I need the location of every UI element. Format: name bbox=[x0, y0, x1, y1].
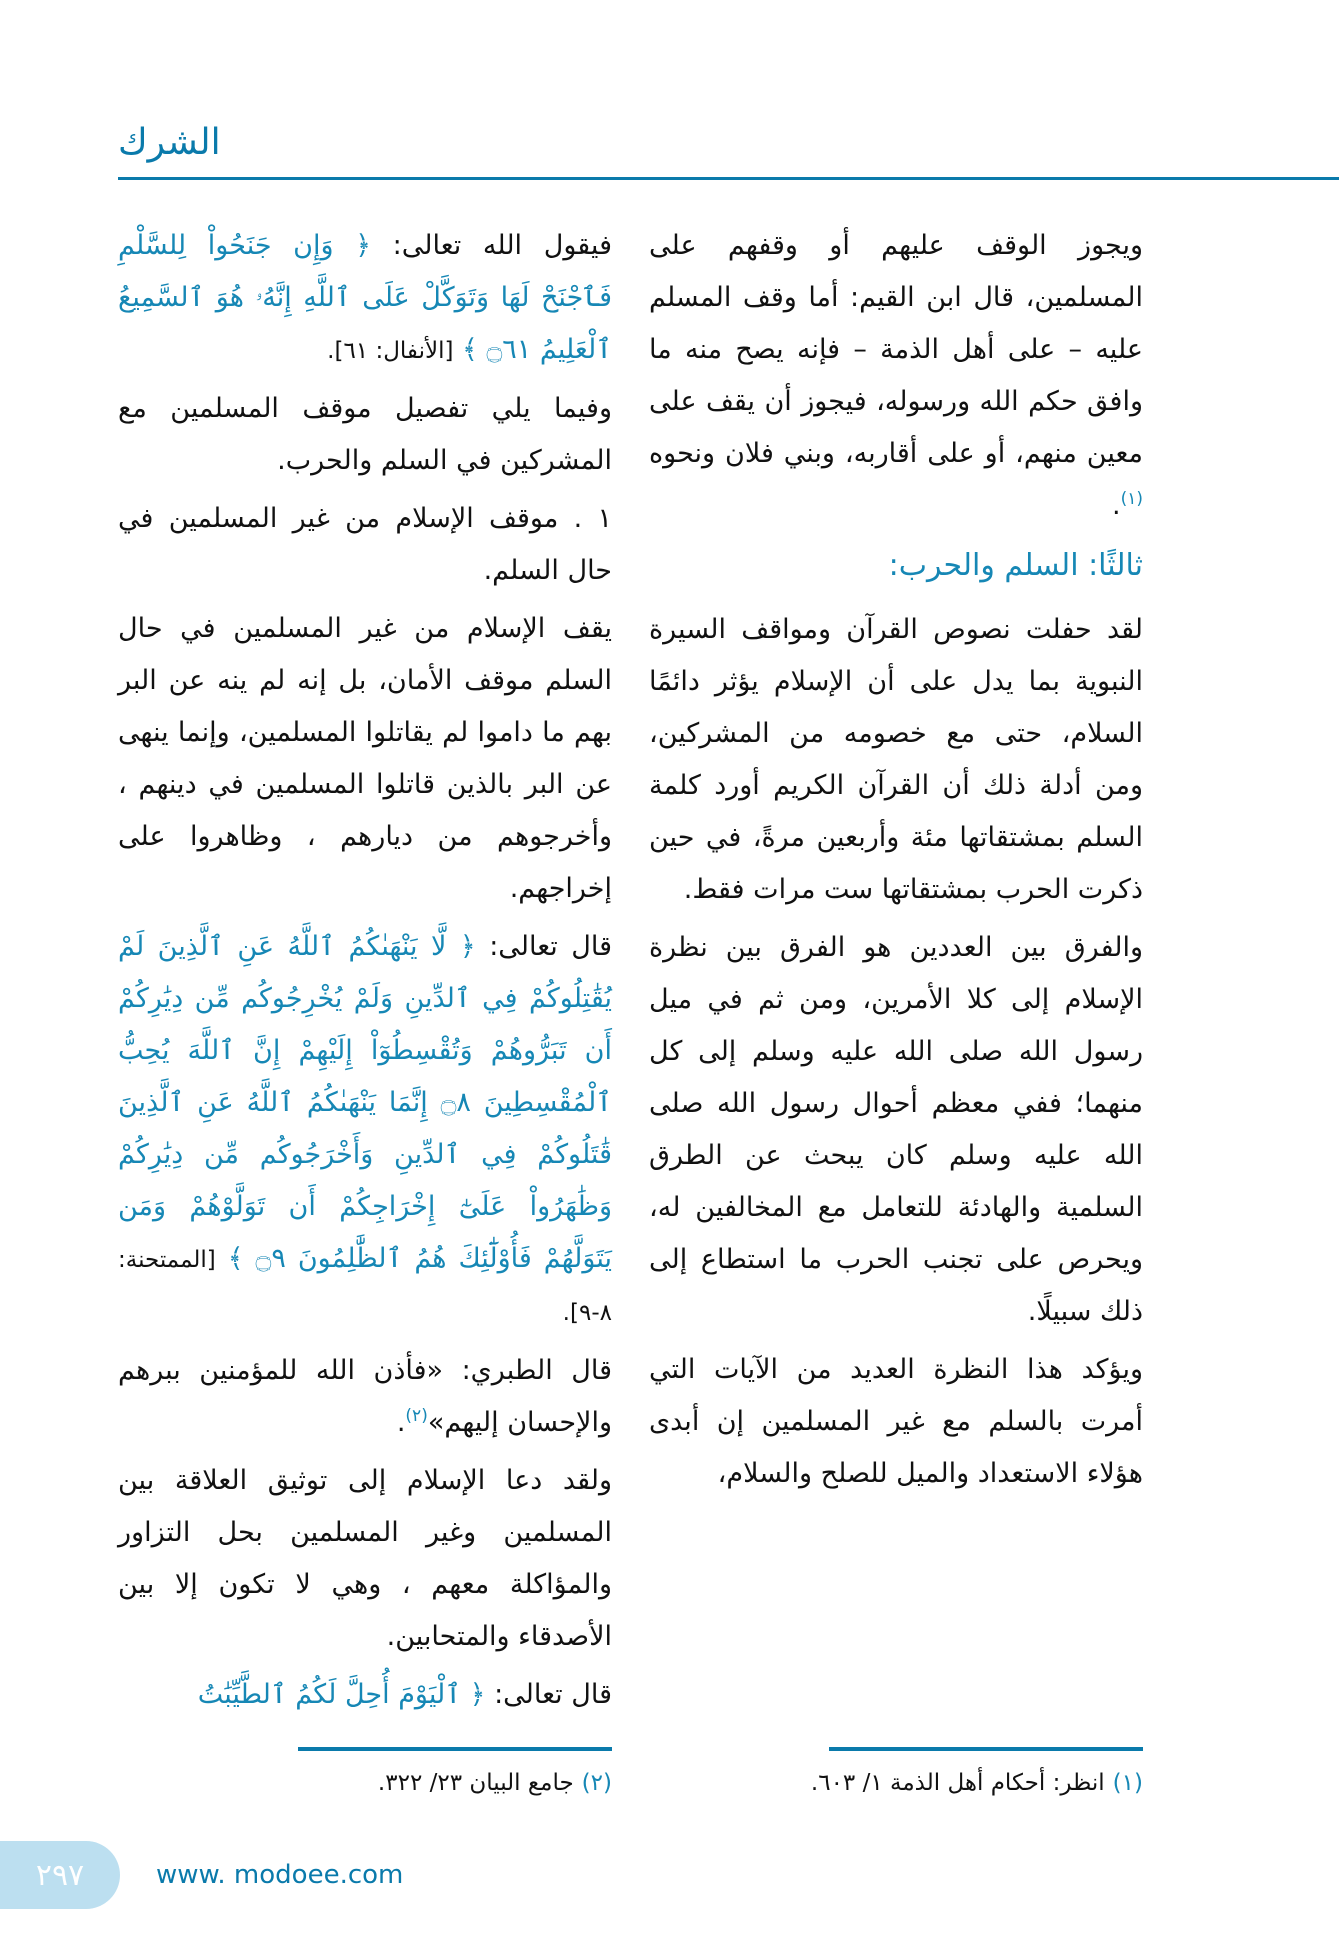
quran-verse: ﴿ ٱلْيَوْمَ أُحِلَّ لَكُمُ ٱلطَّيِّبَٰتُ bbox=[197, 1679, 486, 1710]
paragraph: لقد حفلت نصوص القرآن ومواقف السيرة النبوية بما يدل على أن الإسلام يؤثر دائمًا السلام، حتى مع خصومه من المشركين، ومن أدلة ذلك أن القرآن الكريم أورد كلمة السلم بمشتقاتها مئة وأربعين مرةً، في حين ذكرت الحرب بمشتقاتها ست مرات فقط. bbox=[649, 614, 1143, 905]
verse-reference: [الأنفال: ٦١]. bbox=[327, 338, 454, 364]
paragraph: ويؤكد هذا النظرة العديد من الآيات التي أمرت بالسلم مع غير المسلمين إن أبدى هؤلاء الاستعداد والميل للصلح والسلام، bbox=[649, 1354, 1143, 1489]
paragraph bbox=[118, 220, 612, 377]
body-columns bbox=[118, 220, 1143, 1801]
website-link[interactable]: www. modoee.com bbox=[156, 1860, 404, 1890]
footnote-number: (٢) bbox=[581, 1770, 612, 1796]
footnote-number: (١) bbox=[1112, 1770, 1143, 1796]
footnote-divider bbox=[829, 1747, 1143, 1751]
paragraph: والفرق بين العددين هو الفرق بين نظرة الإسلام إلى كلا الأمرين، ومن ثم في ميل رسول الله صلى الله عليه وسلم إلى كل منهما؛ ففي معظم أحوال رسول الله صلى الله عليه وسلم كان يبحث عن الطرق السلمية والهادئة للتعامل مع المخالفين له، ويحرص على تجنب الحرب ما استطاع إلى ذلك سبيلًا. bbox=[649, 932, 1143, 1327]
paragraph: ولقد دعا الإسلام إلى توثيق العلاقة بين المسلمين وغير المسلمين بحل التزاور والمؤاكلة معهم ، وهي لا تكون إلا بين الأصدقاء والمتحابين. bbox=[118, 1465, 612, 1652]
footnote-block bbox=[118, 1727, 612, 1801]
paragraph-text: قال تعالى: bbox=[494, 1679, 612, 1710]
paragraph: ويجوز الوقف عليهم أو وقفهم على المسلمين، قال ابن القيم: أما وقف المسلم عليه – على أهل الذمة – فإنه يصح منه ما وافق حكم الله ورسوله، فيجوز أن يقف على معين منهم، أو على أقاربه، وبني فلان ونحوه $^{(١)}$. bbox=[649, 230, 1143, 521]
section-heading: ثالثًا: السلم والحرب: bbox=[888, 548, 1143, 583]
paragraph-text: ويجوز الوقف عليهم أو وقفهم على المسلمين، قال ابن القيم: أما وقف المسلم عليه – على أهل الذمة – فإنه يصح منه ما وافق حكم الله ورسوله، فيجوز أن يقف على معين منهم، أو على أقاربه، وبني فلان ونحوه bbox=[649, 230, 1143, 469]
right-column-text bbox=[649, 220, 1143, 1506]
numbered-heading: ١ . موقف الإسلام من غير المسلمين في حال السلم. bbox=[118, 503, 612, 586]
quran-verse: ﴿ لَّا يَنْهَىٰكُمُ ٱللَّهُ عَنِ ٱلَّذِينَ لَمْ يُقَٰتِلُوكُمْ فِي ٱلدِّينِ وَلَمْ يُخْرِجُوكُم مِّن دِيَٰرِكُمْ أَن تَبَرُّوهُمْ وَتُقْسِطُوٓاْ إِلَيْهِمْ إِنَّ ٱللَّهَ يُحِبُّ ٱلْمُقْسِطِينَ ۝٨ إِنَّمَا يَنْهَىٰكُمُ ٱللَّهُ عَنِ ٱلَّذِينَ قَٰتَلُوكُمْ فِي ٱلدِّينِ وَأَخْرَجُوكُم مِّن دِيَٰرِكُمْ وَظَٰهَرُواْ عَلَىٰٓ إِخْرَاجِكُمْ أَن تَوَلَّوْهُمْ وَمَن يَتَوَلَّهُمْ فَأُوْلَٰٓئِكَ هُمُ ٱلظَّٰلِمُونَ ۝٩ ﴾ bbox=[118, 931, 613, 1274]
footnote-text: انظر: أحكام أهل الذمة ١/ ٦٠٣. bbox=[810, 1770, 1105, 1796]
paragraph bbox=[118, 921, 612, 1339]
footnote-text: جامع البيان ٢٣/ ٣٢٢. bbox=[377, 1770, 574, 1796]
paragraph-text: قال الطبري: «فأذن الله للمؤمنين ببرهم والإحسان إليهم» bbox=[118, 1355, 612, 1438]
left-column-text bbox=[118, 220, 612, 1727]
paragraph-text: فيقول الله تعالى: bbox=[392, 230, 612, 261]
page-number: ٢٩٧ bbox=[0, 1841, 120, 1909]
right-column bbox=[649, 220, 1143, 1801]
header bbox=[118, 118, 1339, 180]
paragraph: وفيما يلي تفصيل موقف المسلمين مع المشركين في السلم والحرب. bbox=[118, 393, 612, 476]
footnote bbox=[118, 1765, 612, 1801]
quran-verse: ﴿ وَإِن جَنَحُواْ لِلسَّلْمِ فَٱجْنَحْ لَهَا وَتَوَكَّلْ عَلَى ٱللَّهِ إِنَّهُۥ هُوَ ٱلسَّمِيعُ ٱلْعَلِيمُ ۝٦١ ﴾ bbox=[118, 230, 612, 365]
paragraph bbox=[118, 1669, 612, 1721]
chapter-title: الشرك bbox=[118, 122, 221, 163]
footnote-ref[interactable]: (١) bbox=[1120, 489, 1143, 509]
left-column bbox=[118, 220, 612, 1801]
footnote-block bbox=[649, 1727, 1143, 1801]
verse-reference: [الممتحنة: ٨-٩]. bbox=[118, 1247, 612, 1326]
footnote bbox=[649, 1765, 1143, 1801]
footer bbox=[0, 1841, 1339, 1949]
paragraph: يقف الإسلام من غير المسلمين في حال السلم موقف الأمان، بل إنه لم ينه عن البر بهم ما داموا لم يقاتلوا المسلمين، وإنما ينهى عن البر بالذين قاتلوا المسلمين في دينهم ، وأخرجوهم من ديارهم ، وظاهروا على إخراجهم. bbox=[118, 613, 612, 904]
footnote-divider bbox=[298, 1747, 612, 1751]
paragraph: قال الطبري: «فأذن الله للمؤمنين ببرهم والإحسان إليهم»$^{(٢)}$. bbox=[118, 1355, 612, 1438]
paragraph-text: قال تعالى: bbox=[489, 931, 612, 962]
footnote-ref[interactable]: (٢) bbox=[405, 1406, 428, 1426]
